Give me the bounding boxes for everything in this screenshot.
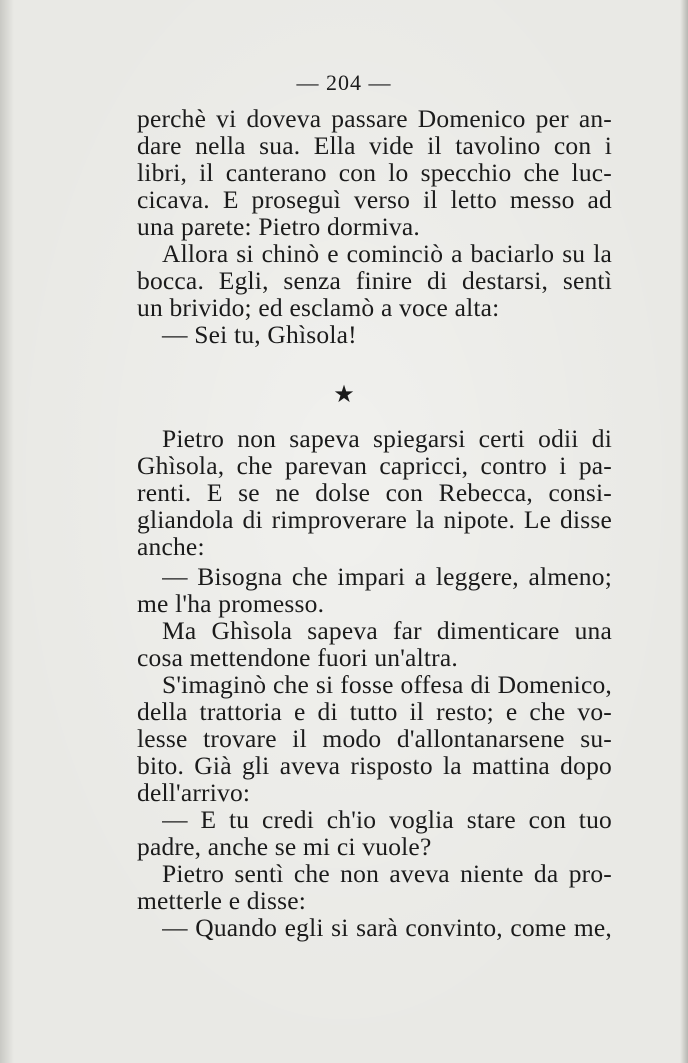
- text-line: lesse trovare il modo d'allontanarsene su-: [137, 724, 612, 753]
- page-left-edge-shadow: [0, 0, 14, 1063]
- text-line: Ghìsola, che parevan capricci, contro i pa-: [137, 451, 612, 480]
- dialogue-line: — Sei tu, Ghìsola!: [162, 320, 357, 349]
- text-line: una parete: Pietro dormiva.: [137, 212, 420, 241]
- text-line: cicava. E proseguì verso il letto messo ad: [137, 185, 612, 214]
- text-line: bito. Già gli aveva risposto la mattina dopo: [137, 751, 612, 780]
- page-number: — 204 —: [296, 70, 392, 95]
- text-line: Pietro sentì che non aveva niente da pro-: [162, 859, 612, 888]
- section-break-star-icon: ★: [333, 380, 355, 408]
- text-line: della trattoria e di tutto il resto; e che vo-: [137, 697, 612, 726]
- text-line: Allora si chinò e cominciò a baciarlo su la: [162, 239, 612, 268]
- dialogue-line: — E tu credi ch'io voglia stare con tuo: [162, 805, 612, 834]
- text-line: Ma Ghìsola sapeva far dimenticare una: [162, 616, 612, 645]
- text-line: libri, il canterano con lo specchio che luc-: [137, 158, 612, 187]
- text-line: me l'ha promesso.: [137, 589, 325, 618]
- text-line: renti. E se ne dolse con Rebecca, consi-: [137, 478, 612, 507]
- text-line: perchè vi doveva passare Domenico per an-: [137, 104, 612, 133]
- text-line: gliandola di rimproverare la nipote. Le disse: [137, 505, 612, 534]
- page-right-edge-shadow: [680, 0, 688, 1063]
- text-line: bocca. Egli, senza finire di destarsi, sentì: [137, 266, 612, 295]
- text-line: Pietro non sapeva spiegarsi certi odii di: [162, 424, 612, 453]
- text-line: S'imaginò che si fosse offesa di Domenico,: [162, 670, 612, 699]
- text-line: metterle e disse:: [137, 886, 307, 915]
- text-line: cosa mettendone fuori un'altra.: [137, 643, 458, 672]
- text-line: dare nella sua. Ella vide il tavolino con i: [137, 131, 612, 160]
- dialogue-line: — Bisogna che impari a leggere, almeno;: [162, 562, 612, 591]
- dialogue-line: — Quando egli si sarà convinto, come me,: [162, 913, 612, 942]
- text-line: padre, anche se mi ci vuole?: [137, 832, 432, 861]
- text-line: un brivido; ed esclamò a voce alta:: [137, 293, 500, 322]
- text-line: anche:: [137, 532, 205, 561]
- text-line: dell'arrivo:: [137, 778, 251, 807]
